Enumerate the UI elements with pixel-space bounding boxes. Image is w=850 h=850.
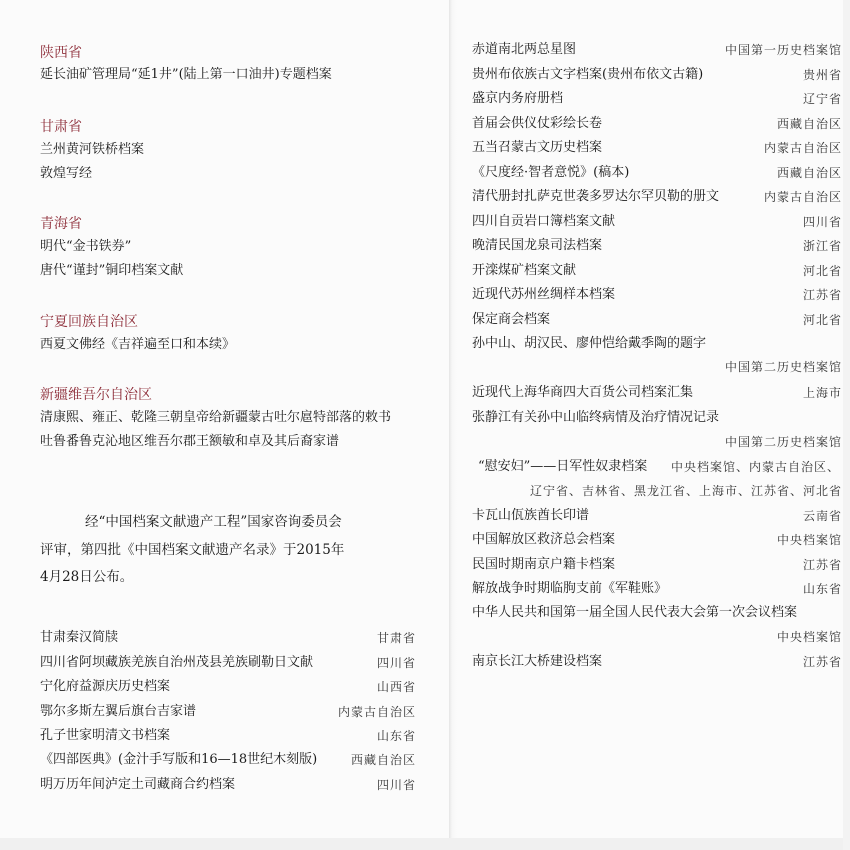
item-title: “慰安妇”——日军性奴隶档案 — [478, 459, 648, 474]
section-heading-gansu: 甘肃省 — [40, 119, 82, 135]
list-item — [472, 334, 842, 354]
item-place: 山西省 — [376, 680, 416, 694]
item-title: 晚清民国龙泉司法档案 — [472, 238, 603, 253]
item-place: 辽宁省、吉林省、黑龙江省、上海市、江苏省、河北省 — [529, 484, 842, 498]
list-item — [472, 285, 842, 305]
list-item — [472, 530, 842, 550]
section-item: 明代“金书铁券” — [40, 239, 132, 254]
list-item — [472, 40, 842, 60]
item-place: 中央档案馆 — [776, 630, 842, 644]
item-place: 内蒙古自治区 — [763, 141, 842, 155]
list-item — [472, 212, 842, 232]
list-item — [472, 89, 842, 109]
item-title: 五当召蒙古文历史档案 — [472, 140, 603, 155]
item-place: 四川省 — [802, 215, 842, 229]
list-item — [472, 138, 842, 158]
list-item — [472, 457, 842, 477]
paper-edge-right — [843, 0, 850, 850]
item-title: 清代册封扎萨克世袭多罗达尔罕贝勒的册文 — [472, 189, 720, 204]
list-item — [40, 750, 416, 770]
item-place: 西藏自治区 — [350, 753, 416, 767]
section-item: 西夏文佛经《吉祥遍至口和本续》 — [40, 337, 236, 352]
list-item — [40, 628, 416, 648]
item-title: 近现代苏州丝绸样本档案 — [472, 287, 616, 302]
page-fold — [449, 0, 457, 850]
section-item: 敦煌写经 — [40, 166, 93, 181]
list-item — [472, 383, 842, 403]
list-item — [40, 653, 416, 673]
item-title: 首届会供仪仗彩绘长卷 — [472, 116, 603, 131]
list-item — [472, 236, 842, 256]
item-title: 甘肃秦汉简牍 — [40, 630, 119, 645]
intro-line: 评审，第四批《中国档案文献遗产名录》于2015年 — [40, 542, 345, 558]
list-item — [472, 261, 842, 281]
list-item-continuation — [472, 627, 842, 647]
item-title: 近现代上海华商四大百货公司档案汇集 — [472, 385, 694, 400]
item-place: 中国第一历史档案馆 — [724, 43, 842, 57]
list-item — [472, 579, 842, 599]
item-title: 鄂尔多斯左翼后旗台吉家谱 — [40, 704, 197, 719]
item-title: 盛京内务府册档 — [472, 91, 564, 106]
list-item — [472, 506, 842, 526]
item-title: 贵州布依族古文字档案(贵州布依文古籍) — [472, 67, 704, 82]
item-place: 四川省 — [376, 778, 416, 792]
list-item — [472, 408, 842, 428]
item-place: 内蒙古自治区 — [763, 190, 842, 204]
item-place: 山东省 — [376, 729, 416, 743]
section-item: 兰州黄河铁桥档案 — [40, 142, 145, 157]
section-heading-qinghai: 青海省 — [40, 216, 82, 232]
list-item — [40, 726, 416, 746]
item-place: 西藏自治区 — [776, 166, 842, 180]
item-place: 河北省 — [802, 313, 842, 327]
item-title: 明万历年间泸定土司藏商合约档案 — [40, 777, 236, 792]
item-title: 《尺度经·智者意悦》(稿本) — [472, 165, 630, 180]
list-item-continuation — [472, 432, 842, 452]
section-heading-xinjiang: 新疆维吾尔自治区 — [40, 387, 152, 403]
item-place: 中央档案馆 — [776, 533, 842, 547]
item-title: 解放战争时期临朐支前《军鞋账》 — [472, 581, 668, 596]
item-place: 甘肃省 — [376, 631, 416, 645]
list-item — [40, 677, 416, 697]
item-place: 云南省 — [802, 509, 842, 523]
list-item — [472, 114, 842, 134]
item-place: 西藏自治区 — [776, 117, 842, 131]
list-item — [472, 652, 842, 672]
item-title: 中国解放区救济总会档案 — [472, 532, 616, 547]
list-item — [472, 555, 842, 575]
item-place: 江苏省 — [802, 288, 842, 302]
item-title: 南京长江大桥建设档案 — [472, 654, 603, 669]
item-place: 贵州省 — [802, 68, 842, 82]
section-heading-shaanxi: 陕西省 — [40, 45, 82, 61]
item-place: 江苏省 — [802, 655, 842, 669]
list-item — [40, 702, 416, 722]
item-place: 中国第二历史档案馆 — [724, 435, 842, 449]
item-title: 保定商会档案 — [472, 312, 551, 327]
item-place: 辽宁省 — [802, 92, 842, 106]
list-item — [472, 163, 842, 183]
item-place: 中央档案馆、内蒙古自治区、 — [670, 460, 840, 474]
list-item — [472, 310, 842, 330]
item-title: 孔子世家明清文书档案 — [40, 728, 171, 743]
item-place: 内蒙古自治区 — [337, 705, 416, 719]
item-place: 江苏省 — [802, 558, 842, 572]
item-title: 开滦煤矿档案文献 — [472, 263, 577, 278]
item-title: 孙中山、胡汉民、廖仲恺给戴季陶的题字 — [472, 336, 707, 351]
list-item-continuation — [472, 481, 842, 501]
item-place: 山东省 — [802, 582, 842, 596]
item-place: 浙江省 — [802, 239, 842, 253]
item-title: 赤道南北两总星图 — [472, 42, 577, 57]
item-title: 卡瓦山佤族酋长印谱 — [472, 508, 590, 523]
list-item-continuation — [472, 357, 842, 377]
list-item — [472, 603, 842, 623]
item-title: 民国时期南京户籍卡档案 — [472, 557, 616, 572]
section-item: 清康熙、雍正、乾隆三朝皇帝给新疆蒙古吐尔扈特部落的敕书 — [40, 410, 392, 425]
item-title: 四川省阿坝藏族羌族自治州茂县羌族刷勒日文献 — [40, 655, 314, 670]
paper-edge-bottom — [0, 838, 850, 850]
item-place: 上海市 — [802, 386, 842, 400]
list-item — [40, 775, 416, 795]
item-title: 张静江有关孙中山临终病情及治疗情况记录 — [472, 410, 720, 425]
section-item: 唐代“谨封”铜印档案文献 — [40, 263, 184, 278]
item-title: 宁化府益源庆历史档案 — [40, 679, 171, 694]
section-item: 延长油矿管理局“延1井”(陆上第一口油井)专题档案 — [40, 67, 332, 82]
list-item — [472, 187, 842, 207]
item-title: 四川自贡岩口簿档案文献 — [472, 214, 616, 229]
item-title: 《四部医典》(金汁手写版和16—18世纪木刻版) — [40, 752, 318, 767]
item-title: 中华人民共和国第一届全国人民代表大会第一次会议档案 — [472, 605, 798, 620]
item-place: 中国第二历史档案馆 — [724, 360, 842, 374]
section-item: 吐鲁番鲁克沁地区维吾尔郡王额敏和卓及其后裔家谱 — [40, 434, 340, 449]
list-item — [472, 65, 842, 85]
item-place: 四川省 — [376, 656, 416, 670]
intro-line: 经“中国档案文献遗产工程”国家咨询委员会 — [85, 514, 342, 530]
item-place: 河北省 — [802, 264, 842, 278]
section-heading-ningxia: 宁夏回族自治区 — [40, 314, 138, 330]
intro-line: 4月28日公布。 — [40, 569, 134, 585]
